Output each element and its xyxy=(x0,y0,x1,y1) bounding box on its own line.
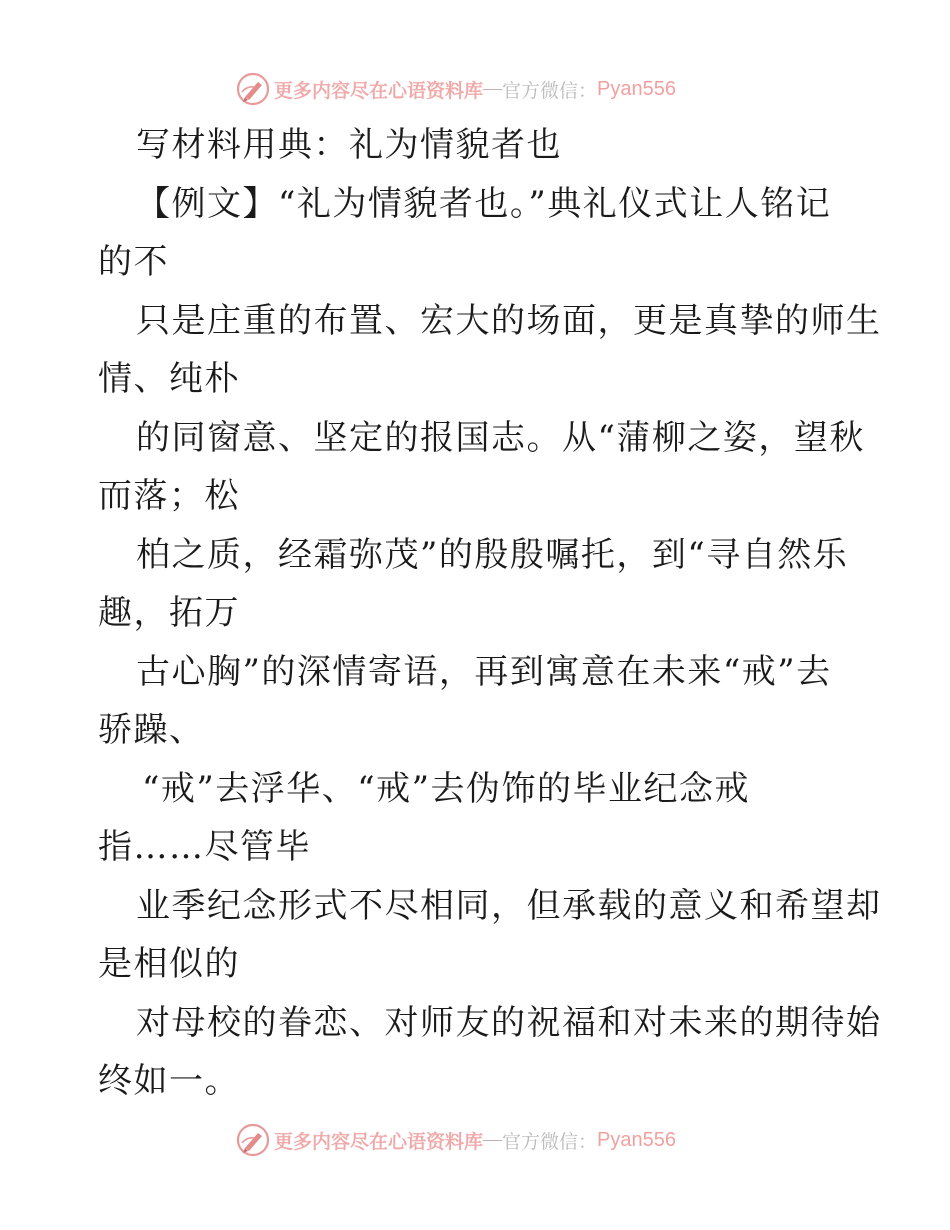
watermark-dash: — xyxy=(483,1129,503,1150)
text-line: 是相似的 xyxy=(98,944,240,984)
document-title: 写材料用典：礼为情貌者也 xyxy=(136,125,562,165)
text-line: 的同窗意、坚定的报国志。从“蒲柳之姿，望秋 xyxy=(136,417,865,458)
text-line: 指……尽管毕 xyxy=(98,827,311,867)
watermark-account: Pyan556 xyxy=(597,1128,676,1151)
text-line: 【例文】“礼为情貌者也。”典礼仪式让人铭记 xyxy=(136,183,832,224)
pen-logo-icon xyxy=(236,1123,270,1157)
watermark-label: 官方微信： xyxy=(502,1130,598,1153)
footer-watermark xyxy=(236,1123,796,1157)
text-line: “戒”去浮华、“戒”去伪饰的毕业纪念戒 xyxy=(142,768,751,809)
text-line: 趣，拓万 xyxy=(98,593,240,633)
text-line: 柏之质，经霜弥茂”的殷殷嘱托，到“寻自然乐 xyxy=(136,534,849,575)
text-line: 终如一。 xyxy=(98,1061,240,1101)
watermark-account: Pyan556 xyxy=(597,77,676,100)
watermark-text: 更多内容尽在心语资料库 xyxy=(274,1130,484,1153)
text-line: 对母校的眷恋、对师友的祝福和对未来的期待始 xyxy=(136,1002,882,1043)
text-line: 业季纪念形式不尽相同，但承载的意义和希望却 xyxy=(136,885,882,926)
text-line: 只是庄重的布置、宏大的场面，更是真挚的师生 xyxy=(136,300,882,341)
text-line: 而落；松 xyxy=(98,476,240,516)
watermark-dash: — xyxy=(483,78,503,99)
pen-logo-icon xyxy=(236,72,270,106)
header-watermark xyxy=(236,72,796,106)
document-body xyxy=(98,116,882,1111)
text-line: 骄躁、 xyxy=(98,710,205,750)
text-line: 古心胸”的深情寄语，再到寓意在未来“戒”去 xyxy=(136,651,832,692)
text-line: 的不 xyxy=(98,242,169,282)
text-line: 情、纯朴 xyxy=(98,359,240,399)
watermark-text: 更多内容尽在心语资料库 xyxy=(274,79,484,102)
watermark-label: 官方微信： xyxy=(502,79,598,102)
